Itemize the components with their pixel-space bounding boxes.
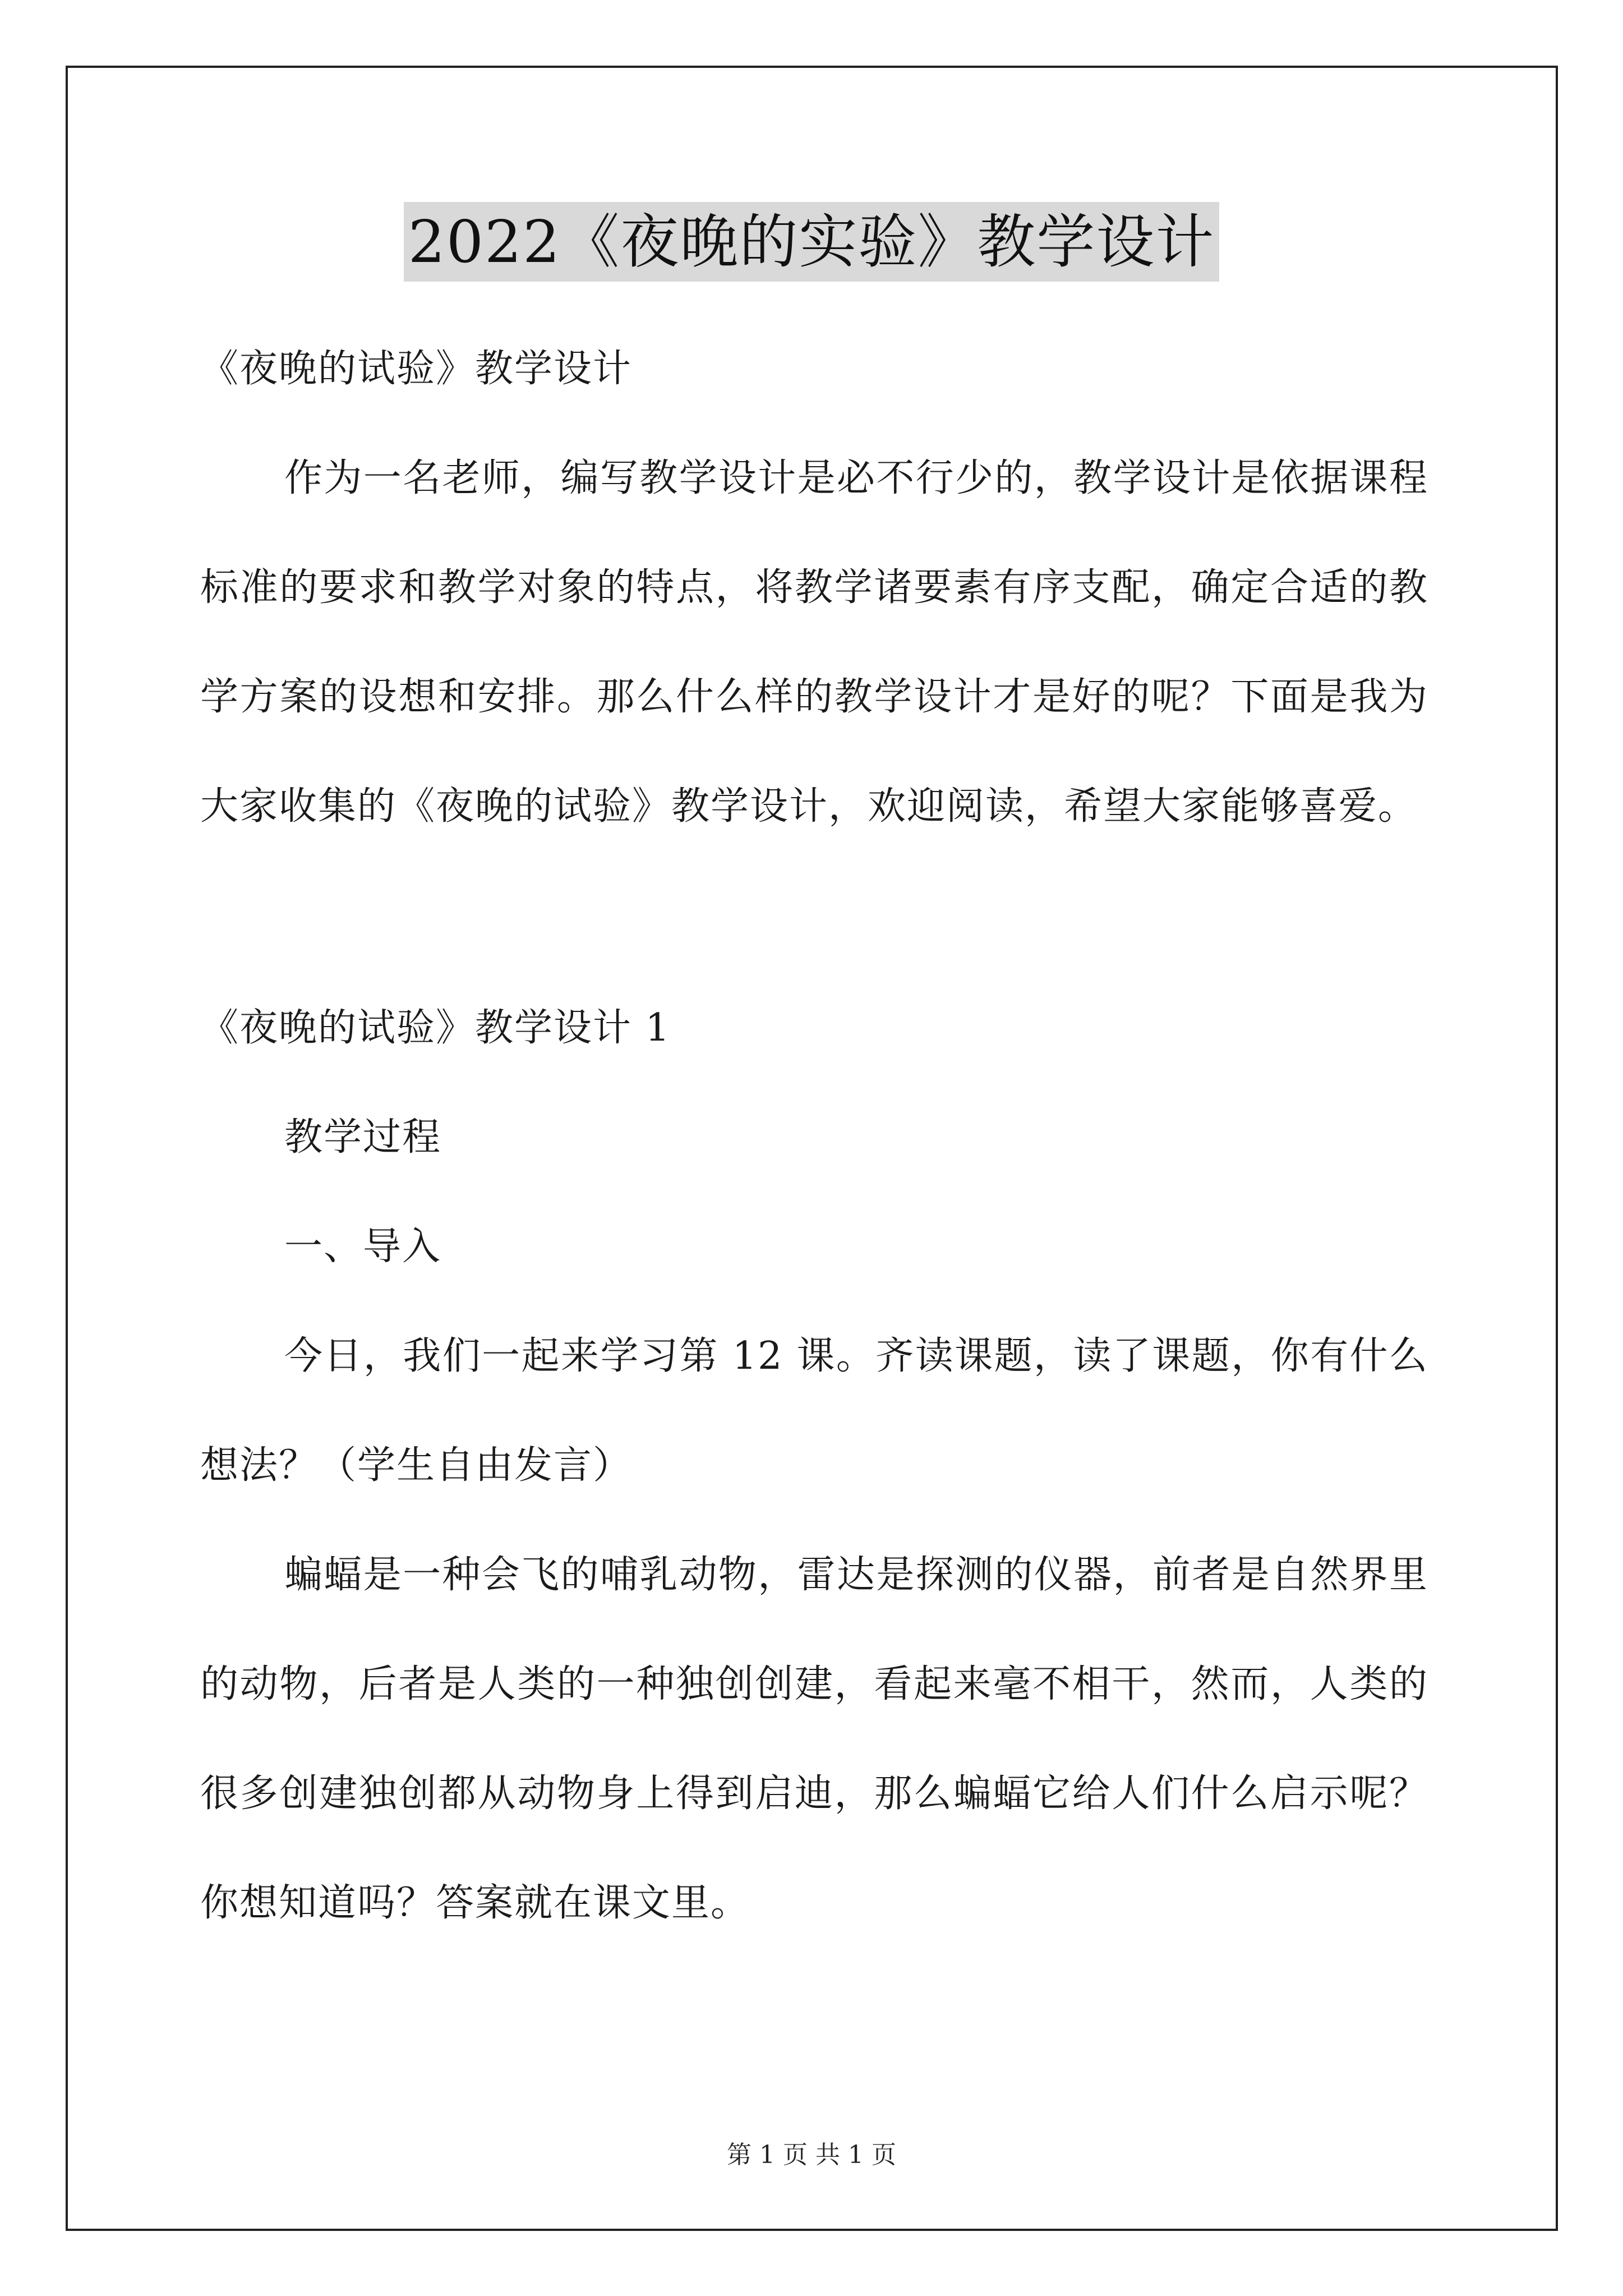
section-gap [200, 861, 1428, 973]
step-one-heading: 一、导入 [284, 1225, 442, 1269]
document-subtitle: 《夜晚的试验》教学设计 [200, 347, 633, 391]
intro-paragraph: 作为一名老师，编写教学设计是必不行少的，教学设计是依据课程标准的要求和教学对象的特点，将教学诸要素有序支配，确定合适的教学方案的设想和安排。那么什么样的教学设计才是好的呢？下面是我为大家收集的《夜晚的试验》教学设计，欢迎阅读，希望大家能够喜爱。 [200, 456, 1428, 829]
section-heading: 《夜晚的试验》教学设计 1 [200, 1006, 671, 1050]
process-label: 教学过程 [284, 1115, 442, 1159]
paragraph-bat-radar: 蝙蝠是一种会飞的哺乳动物，雷达是探测的仪器，前者是自然界里的动物，后者是人类的一种独创创建，看起来毫不相干，然而，人类的很多创建独创都从动物身上得到启迪，那么蝙蝠它给人们什么启示呢？你想知道吗？答案就在课文里。 [200, 1553, 1428, 1925]
page-footer: 第 1 页 共 1 页 [727, 2141, 896, 2169]
document-body [200, 314, 1428, 1958]
title-container [0, 202, 1623, 282]
paragraph-lesson-intro: 今日，我们一起来学习第 12 课。齐读课题，读了课题，你有什么想法？（学生自由发言） [200, 1334, 1428, 1488]
document-title: 2022《夜晚的实验》教学设计 [404, 202, 1220, 282]
